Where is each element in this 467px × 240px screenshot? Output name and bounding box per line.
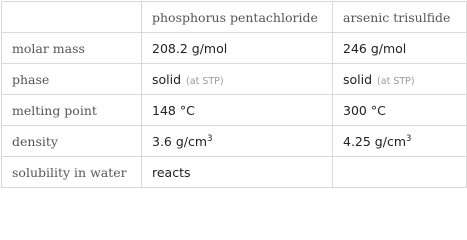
- header-row: [2, 2, 467, 33]
- phase-phosphorus-pentachloride: [142, 64, 333, 95]
- molar-mass-phosphorus-pentachloride: [142, 33, 333, 64]
- row-label-solubility-in-water: solubility in water: [2, 157, 142, 188]
- unit-exponent: 3: [207, 133, 213, 144]
- value-text: 246 g/mol: [343, 40, 407, 56]
- unit-exponent: 3: [406, 133, 412, 144]
- table-row-molar-mass: [2, 33, 467, 64]
- header-corner-cell: [2, 2, 142, 33]
- molar-mass-arsenic-trisulfide: [333, 33, 467, 64]
- row-label-density: density: [2, 126, 142, 157]
- density-arsenic-trisulfide: [333, 126, 467, 157]
- table-row-solubility-in-water: [2, 157, 467, 188]
- table-row-phase: [2, 64, 467, 95]
- value-text: solid: [343, 71, 373, 87]
- condition-note: (at STP): [186, 75, 224, 87]
- melting-point-arsenic-trisulfide: [333, 95, 467, 126]
- value-text: 3.6 g/cm: [152, 133, 208, 149]
- table-row-melting-point: [2, 95, 467, 126]
- row-label-molar-mass: molar mass: [2, 33, 142, 64]
- header-arsenic-trisulfide: arsenic trisulfide: [333, 2, 467, 33]
- density-phosphorus-pentachloride: [142, 126, 333, 157]
- properties-table: [1, 1, 467, 188]
- value-text: 148 °C: [152, 102, 195, 118]
- table-row-density: [2, 126, 467, 157]
- value-text: 4.25 g/cm: [343, 133, 407, 149]
- solubility-phosphorus-pentachloride: [142, 157, 333, 188]
- solubility-arsenic-trisulfide: [333, 157, 467, 188]
- melting-point-phosphorus-pentachloride: [142, 95, 333, 126]
- phase-arsenic-trisulfide: [333, 64, 467, 95]
- value-text: 300 °C: [343, 102, 386, 118]
- header-phosphorus-pentachloride: phosphorus pentachloride: [142, 2, 333, 33]
- value-text: reacts: [152, 164, 191, 180]
- row-label-phase: phase: [2, 64, 142, 95]
- value-text: 208.2 g/mol: [152, 40, 228, 56]
- condition-note: (at STP): [377, 75, 415, 87]
- row-label-melting-point: melting point: [2, 95, 142, 126]
- value-text: solid: [152, 71, 182, 87]
